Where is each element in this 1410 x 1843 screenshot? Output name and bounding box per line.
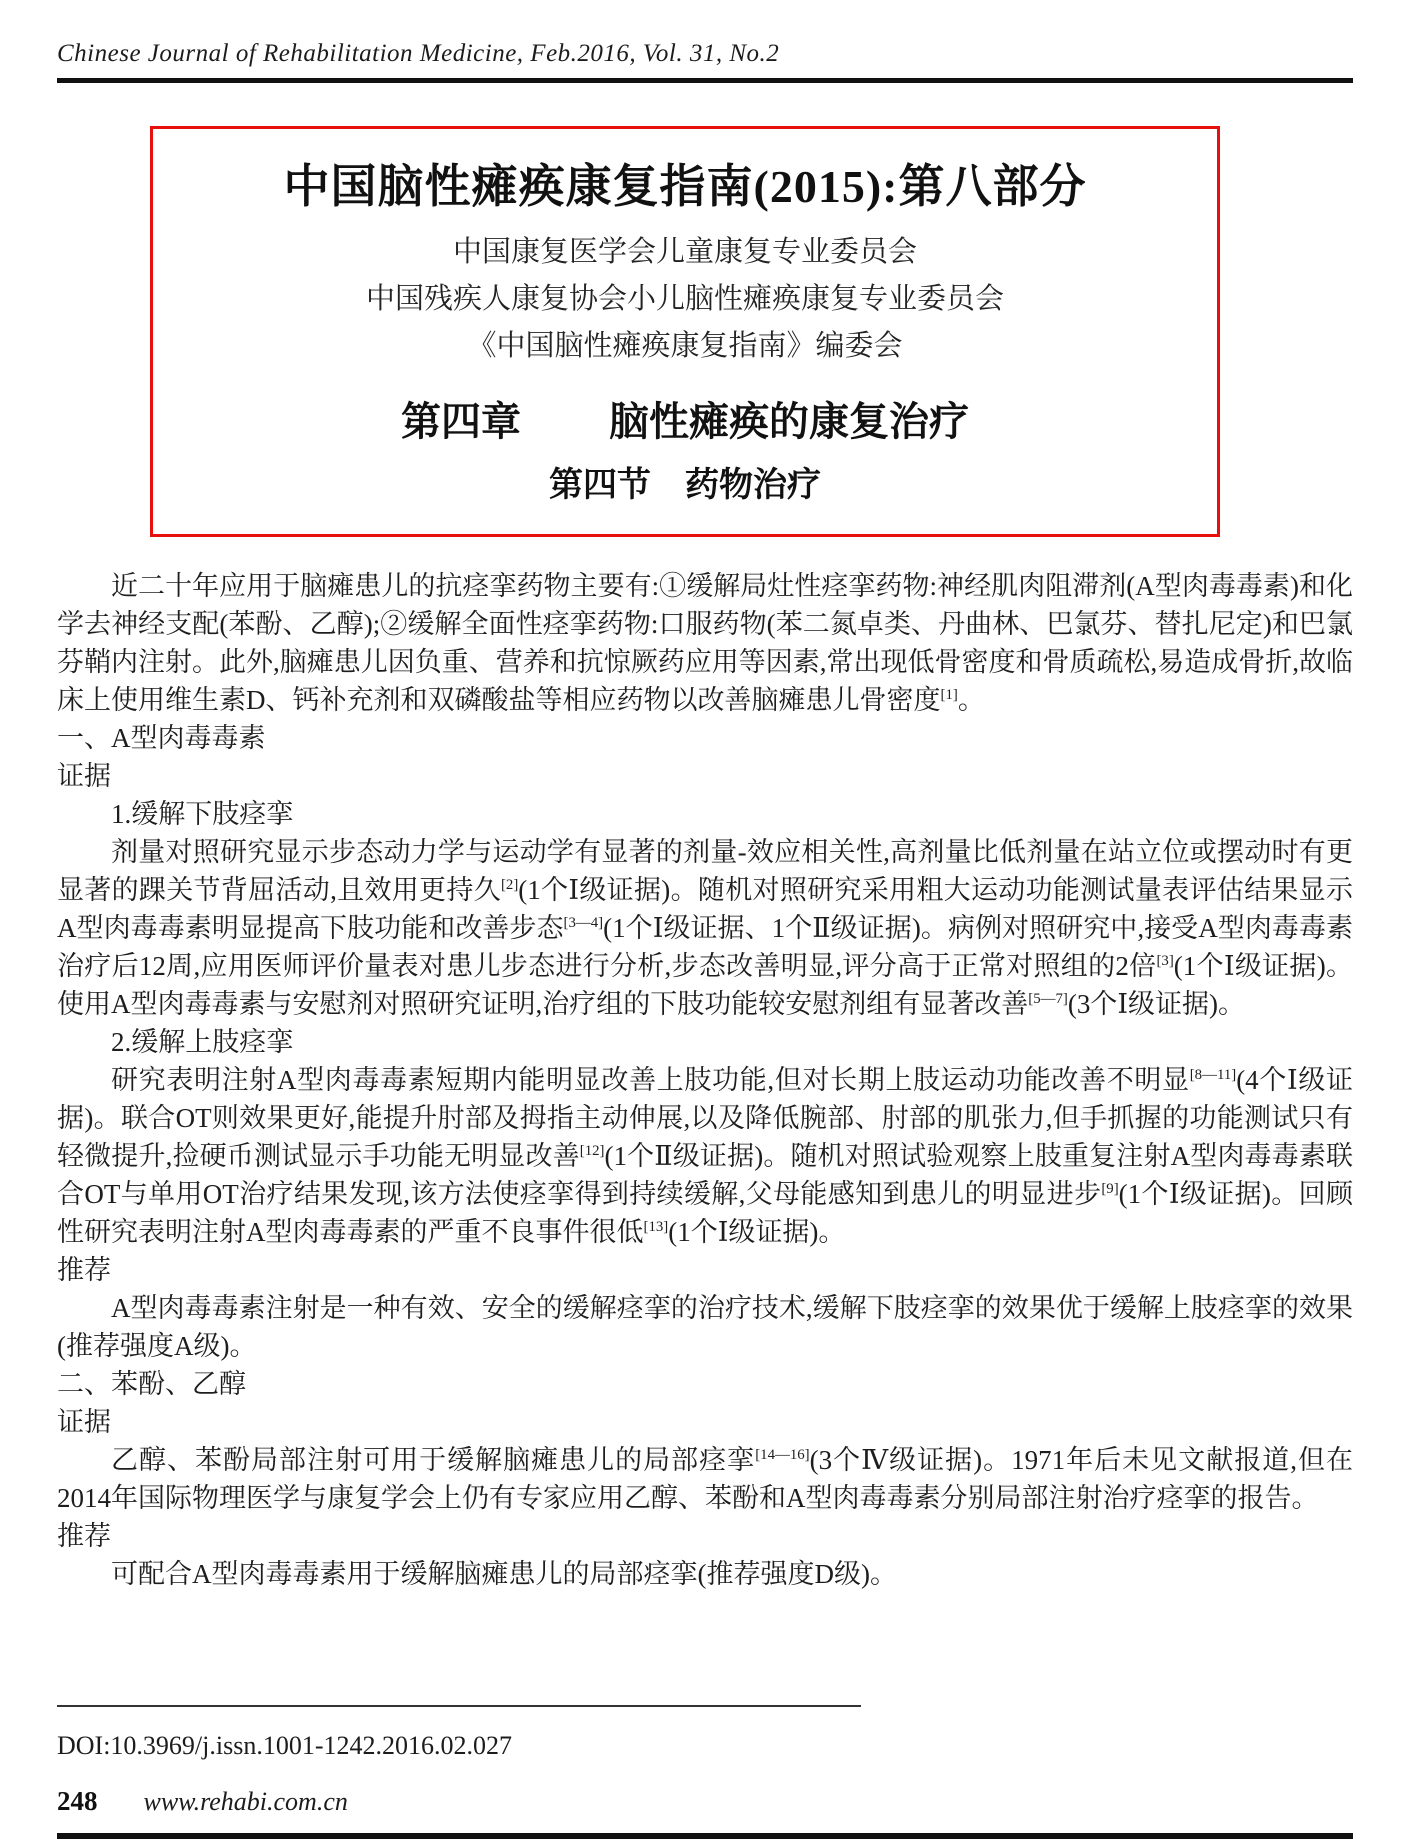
bottom-rule <box>57 1833 1353 1839</box>
affiliation-line-1: 中国康复医学会儿童康复专业委员会 <box>452 235 917 268</box>
chapter-title: 脑性瘫痪的康复治疗 <box>609 398 969 444</box>
chapter-label: 第四章 <box>401 398 521 444</box>
article-title: 中国脑性瘫痪康复指南(2015):第八部分 <box>283 161 1087 212</box>
section2-evidence-paragraph: 乙醇、苯酚局部注射可用于缓解脑瘫患儿的局部痉挛[14—16](3个Ⅳ级证据)。1971年后未见文献报道,但在2014年国际物理医学与康复学会上仍有专家应用乙醇、苯酚和A型肉毒毒素分别局部注射治疗痉挛的报告。 <box>57 1444 1353 1513</box>
journal-website: www.rehabi.com.cn <box>143 1787 348 1816</box>
article-body <box>57 567 1353 1593</box>
section-label: 第四节 <box>549 466 651 504</box>
section1-item2-paragraph: 研究表明注射A型肉毒毒素短期内能明显改善上肢功能,但对长期上肢运动功能改善不明显[8—11](4个Ⅰ级证据)。联合OT则效果更好,能提升肘部及拇指主动伸展,以及降低腕部、肘部的肌张力,但手抓握的功能测试只有轻微提升,捡硬币测试显示手功能无明显改善[12](1个Ⅱ级证据)。随机对照试验观察上肢重复注射A型肉毒毒素联合OT与单用OT治疗结果发现,该方法使痉挛得到持续缓解,父母能感知到患儿的明显进步[9](1个Ⅰ级证据)。回顾性研究表明注射A型肉毒毒素的严重不良事件很低[13](1个Ⅰ级证据)。 <box>57 1064 1354 1247</box>
section1-recommend-paragraph: A型肉毒毒素注射是一种有效、安全的缓解痉挛的治疗技术,缓解下肢痉挛的效果优于缓解上肢痉挛的效果(推荐强度A级)。 <box>57 1292 1353 1361</box>
section2-recommend-label: 推荐 <box>57 1520 111 1551</box>
section1-evidence-label: 证据 <box>57 760 111 791</box>
section1-item1-paragraph: 剂量对照研究显示步态动力学与运动学有显著的剂量-效应相关性,高剂量比低剂量在站立位或摆动时有更显著的踝关节背屈活动,且效用更持久[2](1个Ⅰ级证据)。随机对照研究采用粗大运动功能测试量表评估结果显示A型肉毒毒素明显提高下肢功能和改善步态[3—4](1个Ⅰ级证据、1个Ⅱ级证据)。病例对照研究中,接受A型肉毒毒素治疗后12周,应用医师评价量表对患儿步态进行分析,步态改善明显,评分高于正常对照组的2倍[3](1个Ⅰ级证据)。使用A型肉毒毒素与安慰剂对照研究证明,治疗组的下肢功能较安慰剂组有显著改善[5—7](3个Ⅰ级证据)。 <box>57 836 1354 1019</box>
section2-recommend-paragraph: 可配合A型肉毒毒素用于缓解脑瘫患儿的局部痉挛(推荐强度D级)。 <box>111 1558 897 1589</box>
journal-running-head: Chinese Journal of Rehabilitation Medicine, Feb.2016, Vol. 31, No.2 <box>57 40 780 67</box>
section1-item2-heading: 2.缓解上肢痉挛 <box>111 1026 294 1057</box>
section2-evidence-label: 证据 <box>57 1406 111 1437</box>
section-title: 药物治疗 <box>685 466 821 504</box>
header-rule <box>57 78 1353 83</box>
section2-heading: 二、苯酚、乙醇 <box>57 1368 246 1399</box>
section1-item1-heading: 1.缓解下肢痉挛 <box>111 798 294 829</box>
section1-recommend-label: 推荐 <box>57 1254 111 1285</box>
page-number: 248 <box>57 1786 98 1816</box>
chapter-heading <box>163 396 1207 448</box>
page-footer <box>57 1705 1353 1843</box>
doi-line: DOI:10.3969/j.issn.1001-1242.2016.02.027 <box>57 1731 512 1760</box>
page-info-line <box>57 1786 1353 1817</box>
section1-heading: 一、A型肉毒毒素 <box>57 722 266 753</box>
affiliation-line-2: 中国残疾人康复协会小儿脑性瘫痪康复专业委员会 <box>365 282 1004 315</box>
affiliation-line-3: 《中国脑性瘫痪康复指南》编委会 <box>467 329 903 362</box>
intro-paragraph: 近二十年应用于脑瘫患儿的抗痉挛药物主要有:①缓解局灶性痉挛药物:神经肌肉阻滞剂(A型肉毒毒素)和化学去神经支配(苯酚、乙醇);②缓解全面性痉挛药物:口服药物(苯二氮卓类、丹曲林、巴氯芬、替扎尼定)和巴氯芬鞘内注射。此外,脑瘫患儿因负重、营养和抗惊厥药应用等因素,常出现低骨密度和骨质疏松,易造成骨折,故临床上使用维生素D、钙补充剂和双磷酸盐等相应药物以改善脑瘫患儿骨密度[1]。 <box>57 570 1353 715</box>
section-heading <box>163 464 1207 508</box>
footnote-rule <box>57 1705 861 1707</box>
article-title-box <box>150 126 1220 537</box>
